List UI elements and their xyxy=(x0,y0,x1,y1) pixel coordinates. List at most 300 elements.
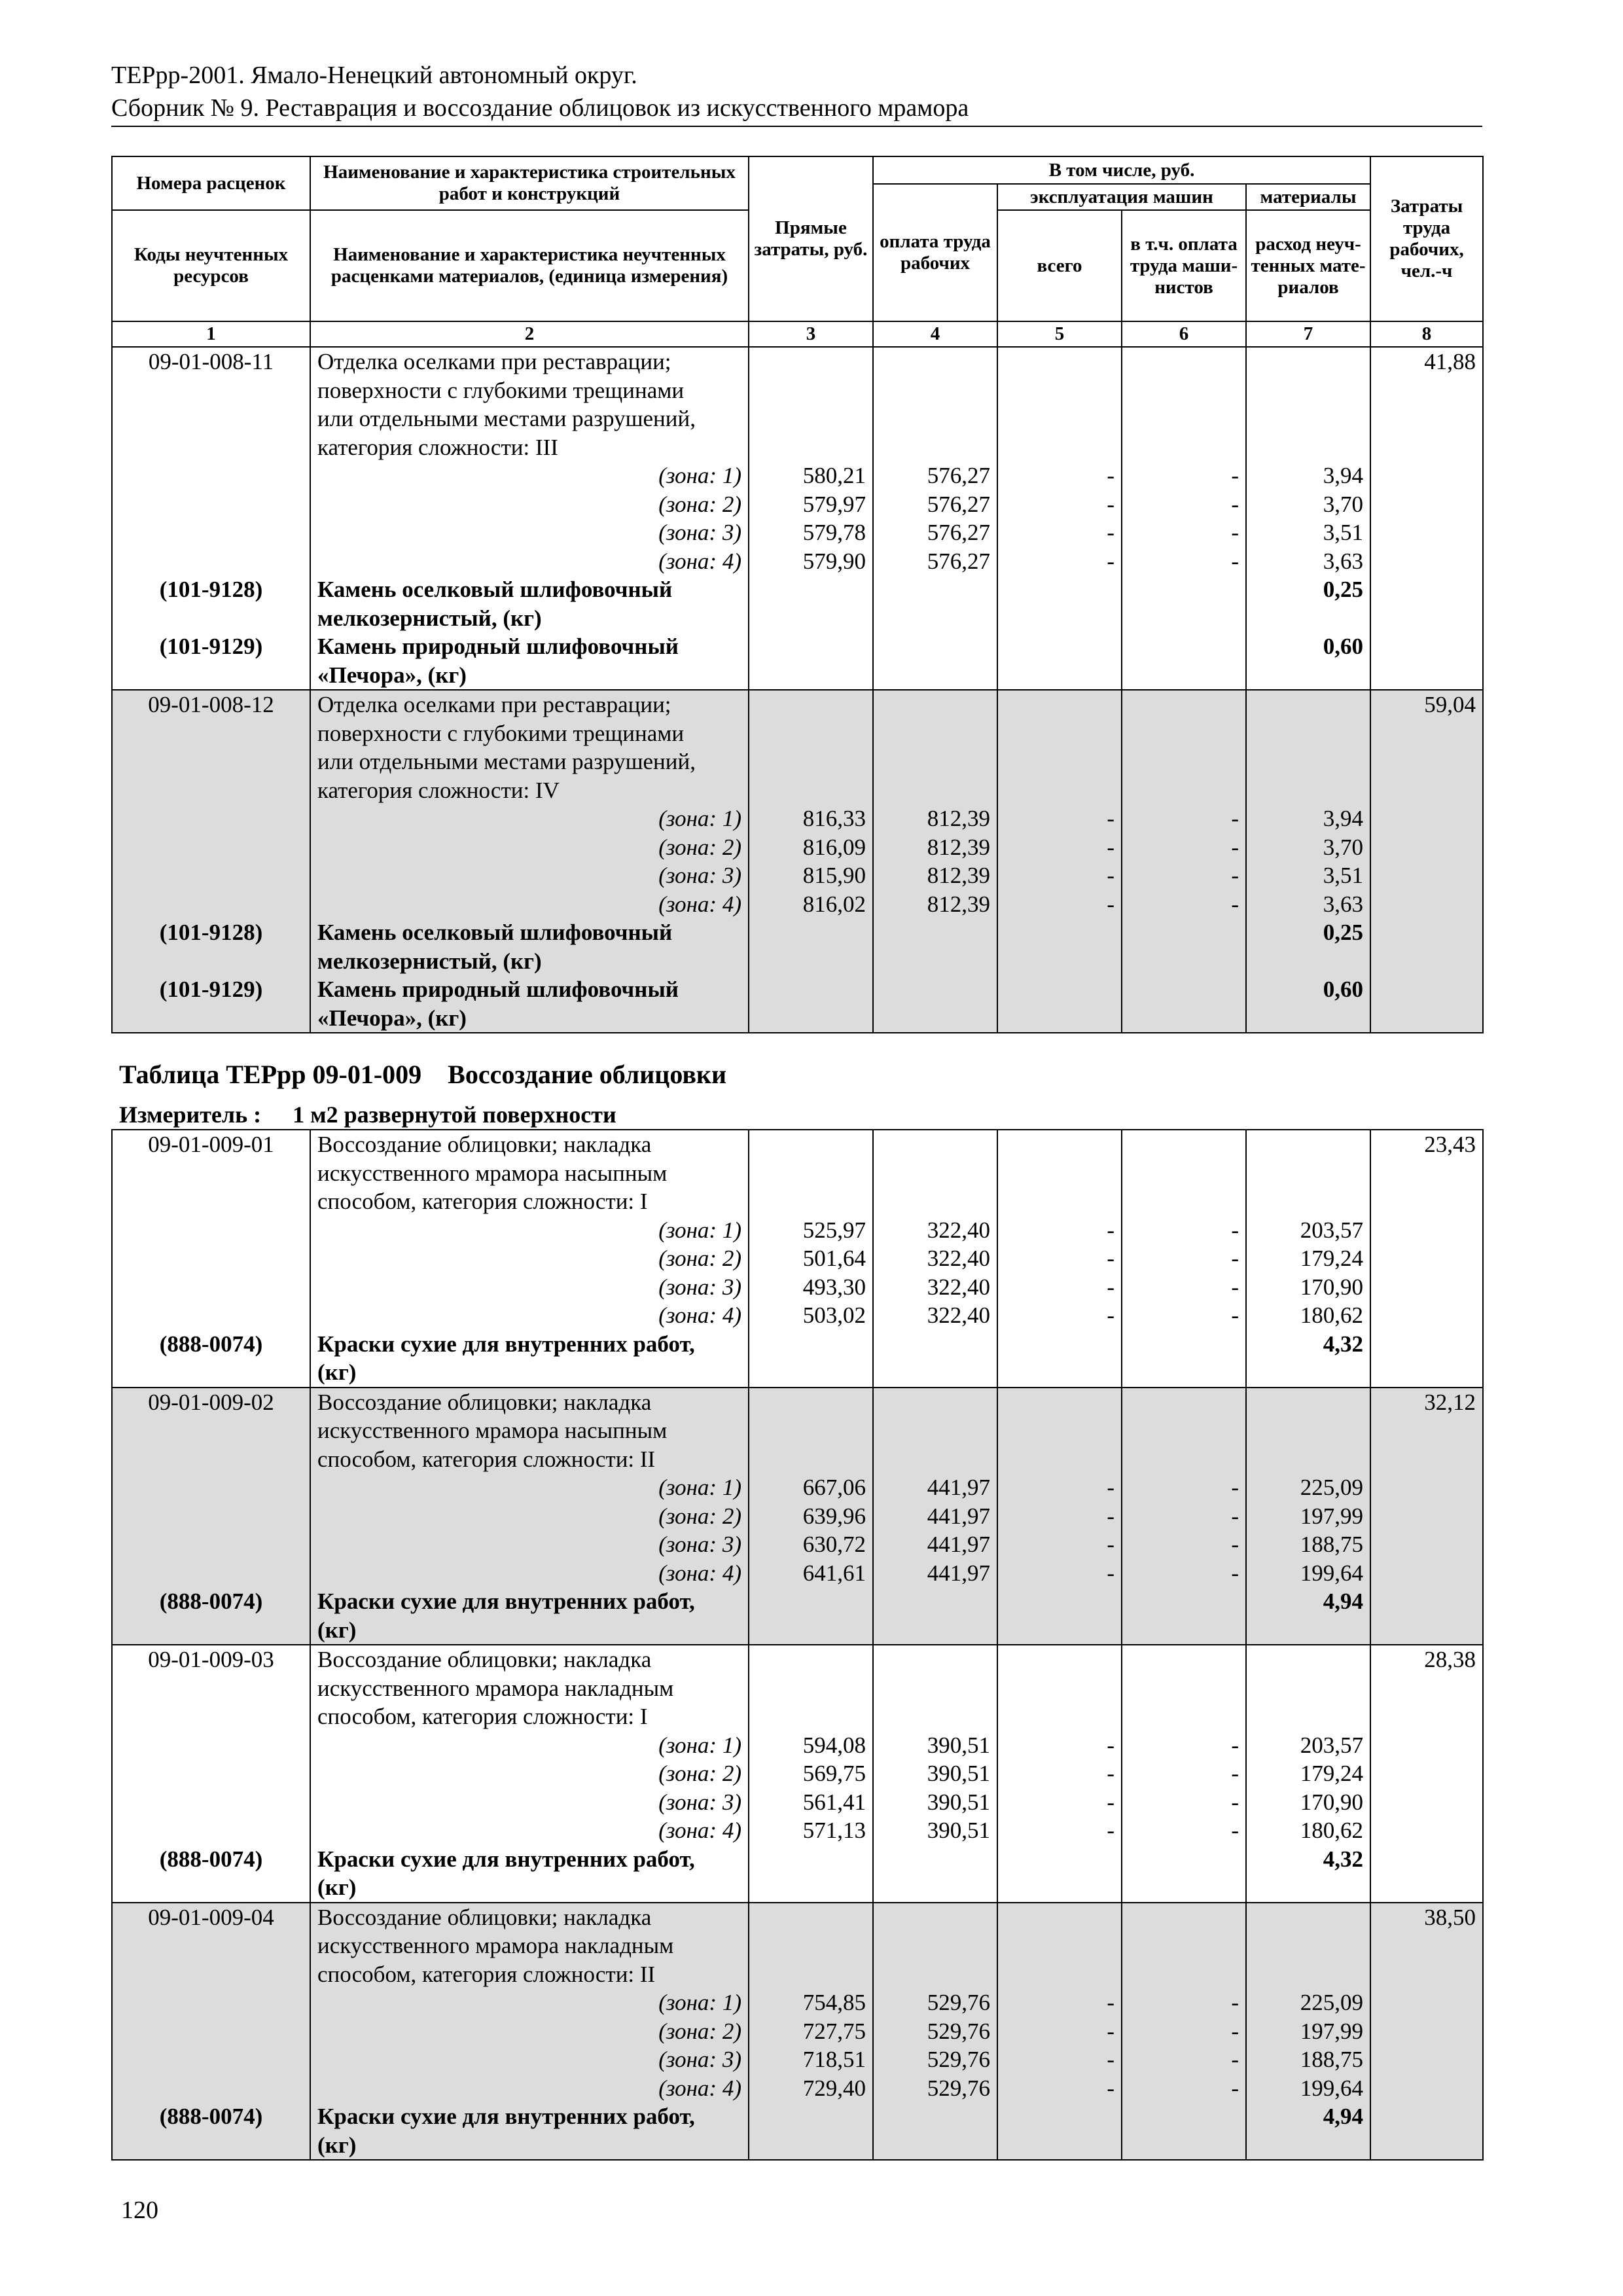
labor-pay-value: 576,27 xyxy=(927,520,990,545)
blank-line xyxy=(1005,1873,1115,1902)
rate-entry-row xyxy=(112,690,1483,1033)
machine-total-value: - xyxy=(1107,891,1115,917)
blank-line xyxy=(1253,1873,1363,1902)
direct-costs-value: 594,08 xyxy=(802,1732,866,1758)
description-cell xyxy=(310,1388,749,1645)
blank-line xyxy=(880,2102,990,2131)
zone-label: (зона: 4) xyxy=(658,1818,741,1843)
blank-line xyxy=(1378,2131,1476,2160)
blank-line xyxy=(1378,975,1476,1004)
rate-code-cell xyxy=(112,1130,310,1388)
blank-line xyxy=(1378,1702,1476,1731)
blank-line xyxy=(1005,1960,1115,1989)
labor-costs-value: 28,38 xyxy=(1424,1647,1476,1672)
material-cost-value: 199,64 xyxy=(1300,1560,1363,1586)
direct-costs-value: 579,97 xyxy=(802,491,866,517)
blank-line xyxy=(756,1587,866,1616)
blank-line xyxy=(119,547,303,576)
blank-line xyxy=(119,1816,303,1845)
blank-line xyxy=(880,1845,990,1874)
col-number: 5 xyxy=(997,321,1122,347)
labor-pay-value: 529,76 xyxy=(927,2047,990,2072)
machinist-pay-value: - xyxy=(1231,463,1239,488)
direct-costs-value: 815,90 xyxy=(802,863,866,888)
blank-line xyxy=(1005,1587,1115,1616)
blank-line xyxy=(880,1445,990,1474)
blank-line xyxy=(880,691,990,719)
labor-costs-value: 38,50 xyxy=(1424,1904,1476,1930)
material-cost-value: 170,90 xyxy=(1300,1789,1363,1815)
description-cell xyxy=(310,690,749,1033)
work-description-line: категория сложности: III xyxy=(317,434,558,460)
zone-label: (зона: 2) xyxy=(658,1761,741,1786)
zone-label: (зона: 3) xyxy=(658,1532,741,1557)
blank-line xyxy=(119,2045,303,2074)
material-name-line: (кг) xyxy=(317,1874,357,1900)
zone-label: (зона: 3) xyxy=(658,520,741,545)
blank-line xyxy=(1378,2017,1476,2046)
blank-line xyxy=(1129,1004,1239,1033)
blank-line xyxy=(119,1530,303,1559)
machine-total-value: - xyxy=(1107,548,1115,574)
machine-total-value: - xyxy=(1107,2018,1115,2044)
blank-line xyxy=(880,1388,990,1417)
blank-line xyxy=(756,719,866,748)
blank-line xyxy=(119,1931,303,1960)
machinist-pay-value: - xyxy=(1231,891,1239,917)
labor-pay-value: 529,76 xyxy=(927,1990,990,2015)
rates-table-2 xyxy=(111,1129,1484,2161)
blank-line xyxy=(1378,918,1476,947)
rate-code: 09-01-009-01 xyxy=(148,1132,274,1157)
blank-line xyxy=(880,604,990,633)
material-cost-value: 180,62 xyxy=(1300,1818,1363,1843)
blank-line xyxy=(1253,1674,1363,1703)
direct-costs-value: 718,51 xyxy=(802,2047,866,2072)
blank-line xyxy=(1129,975,1239,1004)
blank-line xyxy=(1005,1702,1115,1731)
machinist-pay-value: - xyxy=(1231,1475,1239,1500)
blank-line xyxy=(1129,1330,1239,1359)
col-head-machine-operation: эксплуатация машин xyxy=(997,184,1246,210)
blank-line xyxy=(1253,719,1363,748)
direct-costs-value: 754,85 xyxy=(802,1990,866,2015)
blank-line xyxy=(1005,747,1115,776)
blank-line xyxy=(1378,2074,1476,2103)
blank-line xyxy=(1005,918,1115,947)
col-head-material-name: Наименование и характеристика неучтенных расценками материалов, (единица измерения) xyxy=(310,210,749,321)
blank-line xyxy=(1005,376,1115,405)
material-quantity: 4,32 xyxy=(1323,1846,1363,1872)
blank-line xyxy=(1129,376,1239,405)
blank-line xyxy=(1129,1616,1239,1645)
machine-total-cell xyxy=(997,1130,1122,1388)
labor-costs-value: 41,88 xyxy=(1424,349,1476,374)
direct-costs-value: 501,64 xyxy=(802,1246,866,1271)
blank-line xyxy=(119,1216,303,1245)
labor-costs-value: 32,12 xyxy=(1424,1389,1476,1415)
blank-line xyxy=(1129,404,1239,433)
zone-label: (зона: 3) xyxy=(658,863,741,888)
rate-code-cell xyxy=(112,1645,310,1903)
col-head-direct-costs: Прямые затраты, руб. xyxy=(749,156,873,321)
blank-line xyxy=(1253,1388,1363,1417)
blank-line xyxy=(1378,1988,1476,2017)
rates-table-1-body xyxy=(112,347,1483,1033)
blank-line xyxy=(1005,1004,1115,1033)
blank-line xyxy=(1378,1616,1476,1645)
blank-line xyxy=(880,404,990,433)
blank-line xyxy=(119,661,303,690)
blank-line xyxy=(1253,348,1363,376)
machine-total-value: - xyxy=(1107,2075,1115,2101)
blank-line xyxy=(1005,1388,1115,1417)
machine-total-value: - xyxy=(1107,1732,1115,1758)
direct-costs-value: 561,41 xyxy=(802,1789,866,1815)
material-cost-value: 179,24 xyxy=(1300,1761,1363,1786)
blank-line xyxy=(1378,1473,1476,1502)
material-cost-cell xyxy=(1246,1903,1370,2161)
blank-line xyxy=(1129,1645,1239,1674)
zone-label: (зона: 4) xyxy=(658,2075,741,2101)
blank-line xyxy=(1005,1903,1115,1932)
blank-line xyxy=(119,433,303,462)
labor-pay-value: 441,97 xyxy=(927,1503,990,1529)
blank-line xyxy=(119,1416,303,1445)
resource-code: (888-0074) xyxy=(159,2104,263,2129)
machinist-pay-value: - xyxy=(1231,2047,1239,2072)
blank-line xyxy=(119,776,303,805)
blank-line xyxy=(880,376,990,405)
description-cell xyxy=(310,1130,749,1388)
machine-total-value: - xyxy=(1107,806,1115,831)
direct-costs-cell xyxy=(749,1130,873,1388)
direct-costs-cell xyxy=(749,347,873,690)
blank-line xyxy=(756,1845,866,1874)
table-title: Воссоздание облицовки xyxy=(448,1060,727,1089)
blank-line xyxy=(1378,1273,1476,1302)
blank-line xyxy=(1253,1445,1363,1474)
blank-line xyxy=(756,691,866,719)
blank-line xyxy=(880,947,990,976)
labor-pay-value: 322,40 xyxy=(927,1246,990,1271)
blank-line xyxy=(756,1187,866,1216)
blank-line xyxy=(1253,1702,1363,1731)
blank-line xyxy=(1129,1587,1239,1616)
blank-line xyxy=(756,1358,866,1387)
blank-line xyxy=(119,1674,303,1703)
blank-line xyxy=(119,518,303,547)
blank-line xyxy=(119,1301,303,1330)
zone-label: (зона: 1) xyxy=(658,463,741,488)
col-head-rate-numbers: Номера расценок xyxy=(112,156,310,210)
blank-line xyxy=(1005,1358,1115,1387)
labor-costs-value: 23,43 xyxy=(1424,1132,1476,1157)
blank-line xyxy=(1129,747,1239,776)
blank-line xyxy=(756,404,866,433)
machinist-pay-value: - xyxy=(1231,863,1239,888)
machinist-pay-value: - xyxy=(1231,2018,1239,2044)
unit-line xyxy=(119,1100,1482,1129)
material-cost-value: 170,90 xyxy=(1300,1274,1363,1300)
blank-line xyxy=(119,604,303,633)
blank-line xyxy=(1378,490,1476,519)
material-cost-value: 188,75 xyxy=(1300,1532,1363,1557)
blank-line xyxy=(1253,947,1363,976)
direct-costs-value: 580,21 xyxy=(802,463,866,488)
blank-line xyxy=(1129,947,1239,976)
labor-pay-value: 390,51 xyxy=(927,1789,990,1815)
blank-line xyxy=(1129,1358,1239,1387)
machine-total-cell xyxy=(997,1388,1122,1645)
unit-value: 1 м2 развернутой поверхности xyxy=(293,1102,616,1128)
machinist-pay-cell xyxy=(1122,347,1246,690)
blank-line xyxy=(1005,691,1115,719)
machinist-pay-value: - xyxy=(1231,1789,1239,1815)
direct-costs-value: 641,61 xyxy=(802,1560,866,1586)
blank-line xyxy=(119,2017,303,2046)
work-description-line: искусственного мрамора насыпным xyxy=(317,1160,668,1186)
blank-line xyxy=(1378,1416,1476,1445)
blank-line xyxy=(1129,632,1239,661)
labor-pay-value: 576,27 xyxy=(927,463,990,488)
zone-label: (зона: 2) xyxy=(658,834,741,860)
work-description-line: Отделка оселками при реставрации; xyxy=(317,349,671,374)
blank-line xyxy=(1005,404,1115,433)
labor-pay-cell xyxy=(873,1645,997,1903)
blank-line xyxy=(1005,1187,1115,1216)
blank-line xyxy=(119,376,303,405)
header-rule xyxy=(111,124,1482,127)
blank-line xyxy=(1129,575,1239,604)
machine-total-value: - xyxy=(1107,1560,1115,1586)
blank-line xyxy=(1378,1530,1476,1559)
resource-code: (101-9128) xyxy=(159,920,263,945)
blank-line xyxy=(1253,1931,1363,1960)
blank-line xyxy=(1005,1445,1115,1474)
material-name-line: (кг) xyxy=(317,2132,357,2158)
section-title xyxy=(119,1058,1482,1091)
material-name-line: Камень оселковый шлифовочный xyxy=(317,577,673,602)
blank-line xyxy=(756,1416,866,1445)
col-head-total: всего xyxy=(997,210,1122,321)
labor-pay-value: 322,40 xyxy=(927,1302,990,1328)
blank-line xyxy=(756,1674,866,1703)
blank-line xyxy=(119,1244,303,1273)
machinist-pay-value: - xyxy=(1231,834,1239,860)
blank-line xyxy=(756,2102,866,2131)
machinist-pay-cell xyxy=(1122,1130,1246,1388)
labor-pay-value: 529,76 xyxy=(927,2018,990,2044)
machine-total-value: - xyxy=(1107,1302,1115,1328)
blank-line xyxy=(119,1960,303,1989)
blank-line xyxy=(1378,747,1476,776)
blank-line xyxy=(1378,1358,1476,1387)
blank-line xyxy=(1378,661,1476,690)
blank-line xyxy=(756,2131,866,2160)
blank-line xyxy=(880,1004,990,1033)
blank-line xyxy=(1005,1616,1115,1645)
zone-label: (зона: 1) xyxy=(658,806,741,831)
zone-label: (зона: 2) xyxy=(658,2018,741,2044)
blank-line xyxy=(1378,1187,1476,1216)
material-cost-value: 3,63 xyxy=(1323,891,1364,917)
blank-line xyxy=(880,747,990,776)
blank-line xyxy=(1129,1159,1239,1188)
machinist-pay-value: - xyxy=(1231,1761,1239,1786)
col-head-machinist-pay: в т.ч. оплата труда маши-нистов xyxy=(1122,210,1246,321)
blank-line xyxy=(756,661,866,690)
blank-line xyxy=(1253,2131,1363,2160)
rate-code-cell xyxy=(112,347,310,690)
blank-line xyxy=(1129,1416,1239,1445)
blank-line xyxy=(880,433,990,462)
labor-costs-cell xyxy=(1370,1388,1483,1645)
labor-pay-value: 812,39 xyxy=(927,863,990,888)
rate-entry-row xyxy=(112,1388,1483,1645)
blank-line xyxy=(1378,575,1476,604)
blank-line xyxy=(880,1903,990,1932)
labor-costs-cell xyxy=(1370,347,1483,690)
zone-label: (зона: 3) xyxy=(658,2047,741,2072)
blank-line xyxy=(1378,1788,1476,1817)
material-name-line: Краски сухие для внутренних работ, xyxy=(317,2104,695,2129)
blank-line xyxy=(880,2131,990,2160)
blank-line xyxy=(756,1388,866,1417)
machine-total-cell xyxy=(997,690,1122,1033)
labor-pay-value: 390,51 xyxy=(927,1732,990,1758)
blank-line xyxy=(880,1873,990,1902)
material-name-line: Камень природный шлифовочный xyxy=(317,634,679,659)
blank-line xyxy=(1129,776,1239,805)
direct-costs-value: 727,75 xyxy=(802,2018,866,2044)
rate-entry-row xyxy=(112,347,1483,690)
blank-line xyxy=(1005,604,1115,633)
machinist-pay-cell xyxy=(1122,690,1246,1033)
blank-line xyxy=(1378,1244,1476,1273)
work-description-line: Воссоздание облицовки; накладка xyxy=(317,1389,652,1415)
direct-costs-value: 816,09 xyxy=(802,834,866,860)
blank-line xyxy=(1129,1674,1239,1703)
machinist-pay-value: - xyxy=(1231,1302,1239,1328)
material-cost-value: 188,75 xyxy=(1300,2047,1363,2072)
resource-code: (101-9129) xyxy=(159,977,263,1002)
work-description-line: Воссоздание облицовки; накладка xyxy=(317,1132,652,1157)
resource-code: (888-0074) xyxy=(159,1331,263,1357)
blank-line xyxy=(1005,433,1115,462)
rate-entry-row xyxy=(112,1645,1483,1903)
rate-code: 09-01-009-03 xyxy=(148,1647,274,1672)
machine-total-value: - xyxy=(1107,1274,1115,1300)
blank-line xyxy=(1005,719,1115,748)
blank-line xyxy=(1378,1559,1476,1588)
rate-code: 09-01-008-11 xyxy=(148,349,274,374)
machine-total-value: - xyxy=(1107,520,1115,545)
material-cost-value: 203,57 xyxy=(1300,1732,1363,1758)
blank-line xyxy=(1378,547,1476,576)
blank-line xyxy=(756,776,866,805)
direct-costs-value: 816,33 xyxy=(802,806,866,831)
blank-line xyxy=(1005,1159,1115,1188)
rates-table-1 xyxy=(111,156,1484,1033)
labor-pay-value: 812,39 xyxy=(927,806,990,831)
blank-line xyxy=(1005,1645,1115,1674)
material-cost-value: 199,64 xyxy=(1300,2075,1363,2101)
blank-line xyxy=(1378,1587,1476,1616)
blank-line xyxy=(880,1159,990,1188)
direct-costs-cell xyxy=(749,1903,873,2161)
blank-line xyxy=(1129,1445,1239,1474)
blank-line xyxy=(1378,1445,1476,1474)
blank-line xyxy=(880,1960,990,1989)
material-name-line: мелкозернистый, (кг) xyxy=(317,948,542,974)
blank-line xyxy=(1378,861,1476,890)
material-cost-value: 3,63 xyxy=(1323,548,1364,574)
blank-line xyxy=(119,1159,303,1188)
col-number: 6 xyxy=(1122,321,1246,347)
blank-line xyxy=(1129,1845,1239,1874)
blank-line xyxy=(880,632,990,661)
blank-line xyxy=(1129,1903,1239,1932)
blank-line xyxy=(1253,1903,1363,1932)
col-head-labor-costs: Затраты труда рабочих, чел.-ч xyxy=(1370,156,1483,321)
blank-line xyxy=(1253,604,1363,633)
resource-code: (101-9128) xyxy=(159,577,263,602)
material-cost-cell xyxy=(1246,1645,1370,1903)
machine-total-value: - xyxy=(1107,1761,1115,1786)
blank-line xyxy=(119,1187,303,1216)
blank-line xyxy=(1378,1159,1476,1188)
blank-line xyxy=(1378,1731,1476,1760)
blank-line xyxy=(1005,661,1115,690)
col-head-including: В том числе, руб. xyxy=(873,156,1370,184)
resource-code: (101-9129) xyxy=(159,634,263,659)
blank-line xyxy=(119,2074,303,2103)
blank-line xyxy=(1378,1674,1476,1703)
blank-line xyxy=(1378,1330,1476,1359)
blank-line xyxy=(756,632,866,661)
blank-line xyxy=(880,1616,990,1645)
blank-line xyxy=(119,804,303,833)
material-name-line: (кг) xyxy=(317,1359,357,1385)
blank-line xyxy=(1129,1702,1239,1731)
material-name-line: «Печора», (кг) xyxy=(317,1005,467,1031)
zone-label: (зона: 4) xyxy=(658,1560,741,1586)
blank-line xyxy=(880,1416,990,1445)
blank-line xyxy=(880,1931,990,1960)
material-cost-cell xyxy=(1246,1388,1370,1645)
direct-costs-cell xyxy=(749,1645,873,1903)
blank-line xyxy=(119,1873,303,1902)
labor-costs-cell xyxy=(1370,1903,1483,2161)
material-name-line: (кг) xyxy=(317,1617,357,1643)
material-name-line: Краски сухие для внутренних работ, xyxy=(317,1588,695,1614)
blank-line xyxy=(119,747,303,776)
material-cost-cell xyxy=(1246,347,1370,690)
blank-line xyxy=(119,1358,303,1387)
labor-pay-cell xyxy=(873,1130,997,1388)
work-description-line: Отделка оселками при реставрации; xyxy=(317,692,671,717)
col-number: 3 xyxy=(749,321,873,347)
blank-line xyxy=(880,1358,990,1387)
material-quantity: 0,60 xyxy=(1323,634,1364,659)
col-number: 1 xyxy=(112,321,310,347)
blank-line xyxy=(880,719,990,748)
machine-total-value: - xyxy=(1107,1475,1115,1500)
rate-code: 09-01-008-12 xyxy=(148,692,274,717)
blank-line xyxy=(756,1445,866,1474)
material-cost-value: 203,57 xyxy=(1300,1217,1363,1243)
